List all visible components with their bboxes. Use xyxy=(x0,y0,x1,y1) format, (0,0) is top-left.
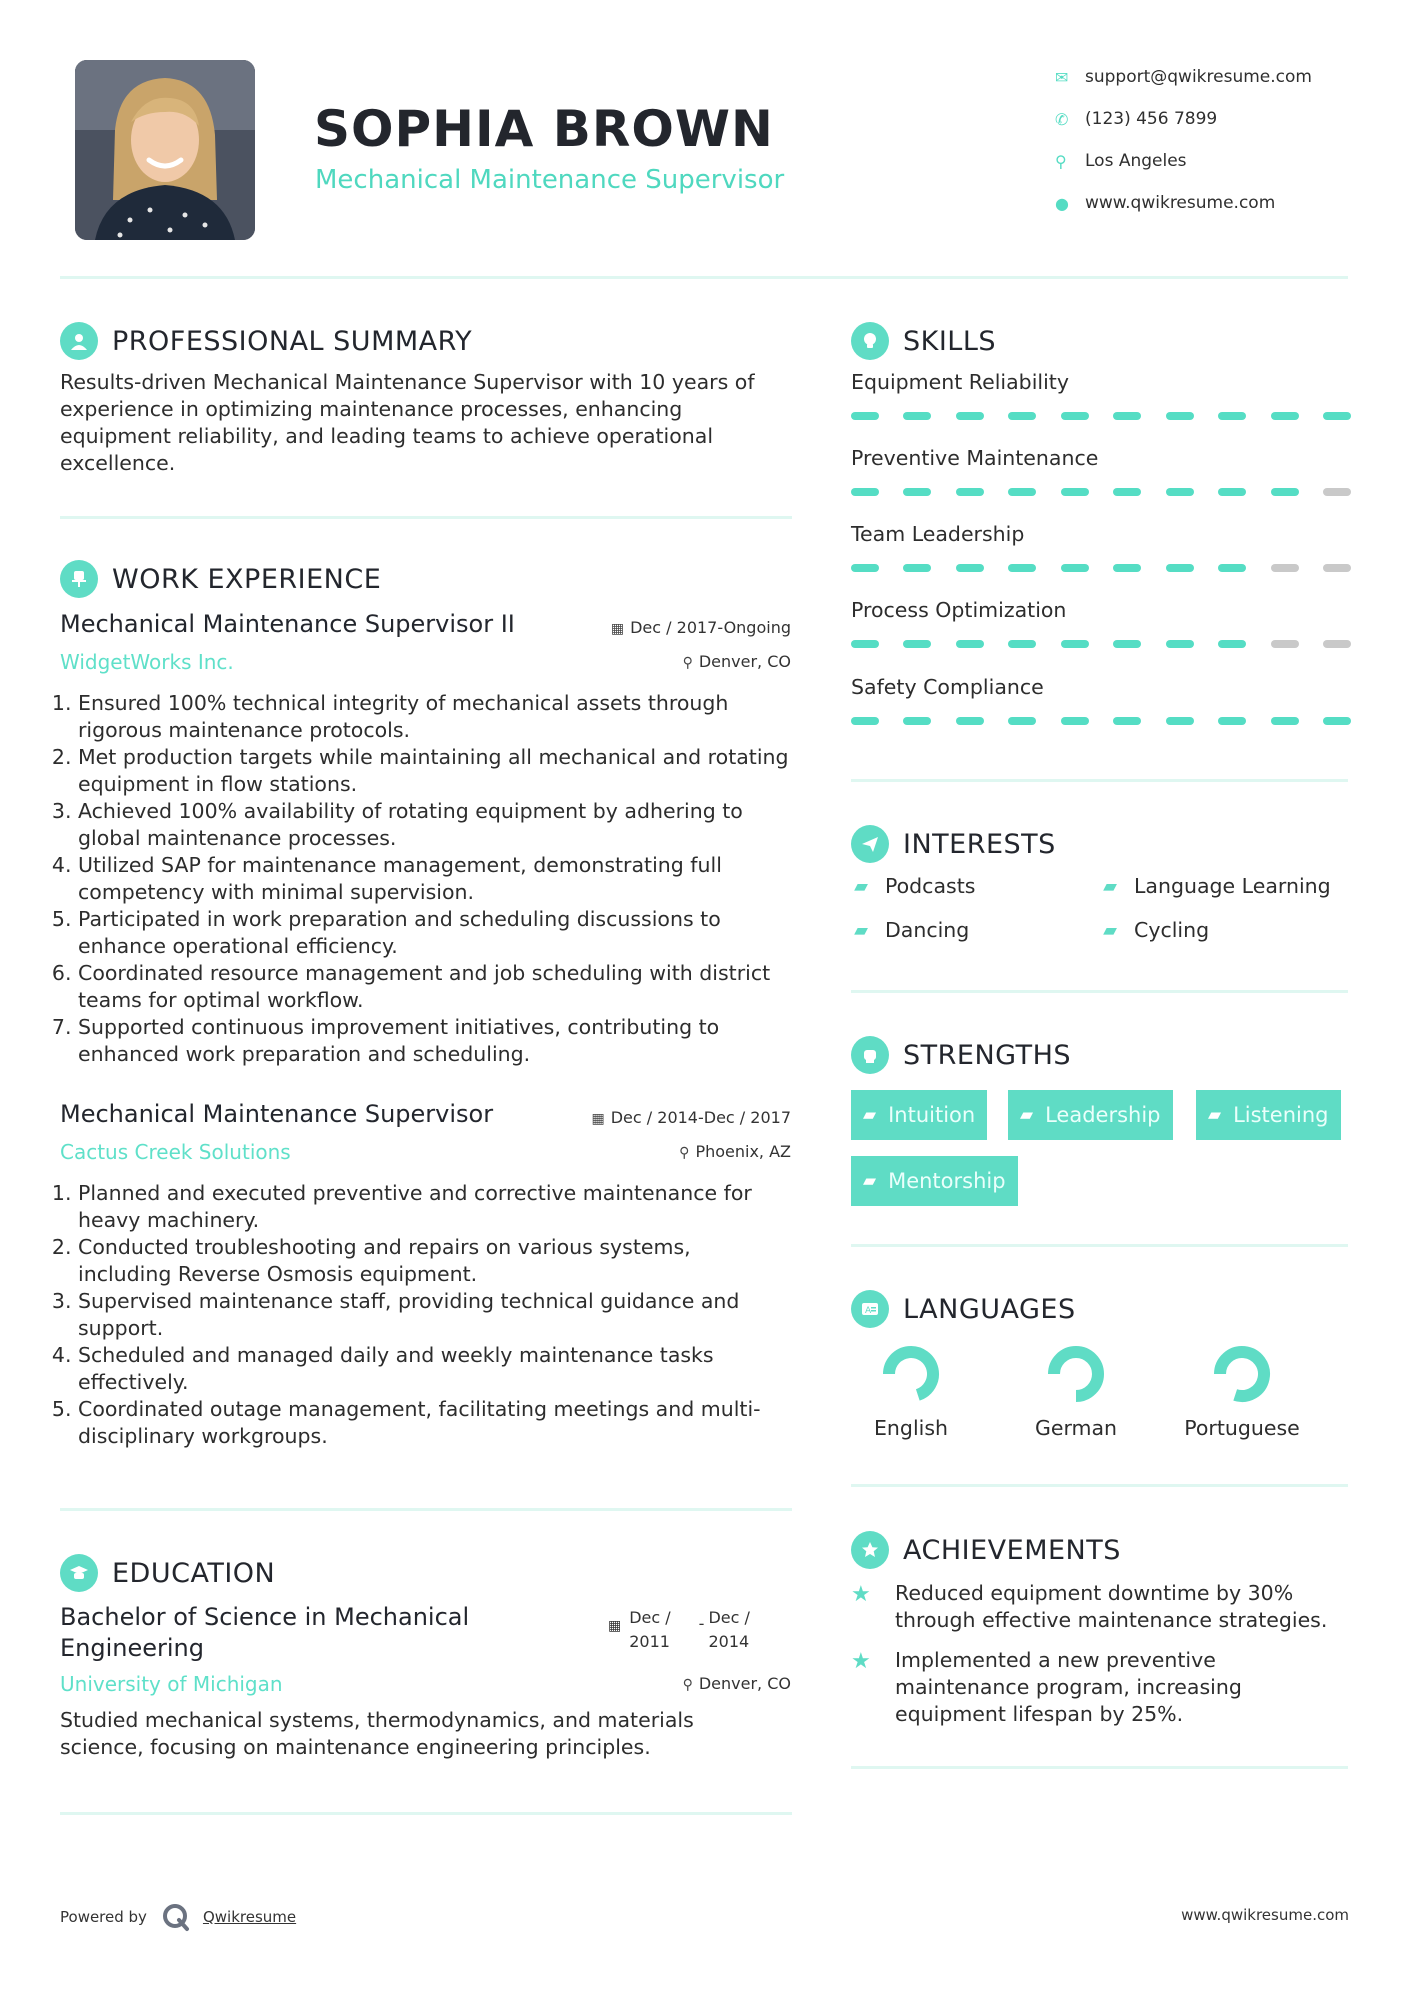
calendar-icon: ▦ xyxy=(591,1111,605,1127)
skill-item xyxy=(851,446,1351,496)
skill-level-segment xyxy=(1166,717,1194,725)
skill-level-segment xyxy=(1061,717,1089,725)
skill-level-segment xyxy=(1008,717,1036,725)
star-icon: ★ xyxy=(851,1649,871,1674)
interest-label: Dancing xyxy=(885,918,970,942)
experience-divider xyxy=(60,1508,792,1511)
language-level-arc xyxy=(889,1352,933,1395)
achievement-item xyxy=(851,1580,1351,1634)
summary-header xyxy=(60,322,472,360)
job-title: Mechanical Maintenance Supervisor xyxy=(60,1100,494,1128)
language-item xyxy=(836,1342,986,1440)
summary-title: PROFESSIONAL SUMMARY xyxy=(112,325,473,357)
skills-divider xyxy=(851,779,1348,782)
skill-name: Safety Compliance xyxy=(851,675,1044,699)
job-location xyxy=(683,652,791,671)
skill-level-segment xyxy=(1113,564,1141,572)
powered-by-label: Powered by xyxy=(60,1908,147,1926)
language-level-arc xyxy=(1220,1352,1264,1396)
skill-level-segment xyxy=(851,717,879,725)
pin-icon: ⚲ xyxy=(682,655,693,671)
education-divider xyxy=(60,1812,792,1815)
skill-level-segment xyxy=(851,488,879,496)
summary-text: Results-driven Mechanical Maintenance Supervisor with 10 years of experience in optimizing maintenance processes, enhancing equipment reliability, and leading teams to achieve operational excellence. xyxy=(60,370,755,475)
skill-level-segment xyxy=(1166,640,1194,648)
skill-name: Process Optimization xyxy=(851,598,1067,622)
skill-level-segment xyxy=(1061,488,1089,496)
school-name: University of Michigan xyxy=(60,1672,283,1696)
education-text: Studied mechanical systems, thermodynamics, and materials science, focusing on maintenance engineering principles. xyxy=(60,1708,694,1759)
job-bullets xyxy=(60,690,790,1068)
list-item: 4. Scheduled and managed daily and weekly maintenance tasks effectively. xyxy=(78,1342,790,1396)
skill-level-segment xyxy=(956,717,984,725)
skill-level-segment xyxy=(903,412,931,420)
globe-icon: ● xyxy=(1055,193,1069,213)
summary-divider xyxy=(60,516,792,519)
skill-level-segment xyxy=(1166,488,1194,496)
education-header xyxy=(60,1554,275,1592)
skill-level-segment xyxy=(956,640,984,648)
language-label: German xyxy=(1034,1416,1118,1440)
book-icon: ▰ xyxy=(854,875,868,897)
language-label: English xyxy=(873,1416,949,1440)
education-start-month: Dec / xyxy=(629,1608,671,1627)
skill-level-segment xyxy=(1008,488,1036,496)
skill-name: Team Leadership xyxy=(851,522,1025,546)
book-icon: ▰ xyxy=(863,1105,877,1125)
calendar-icon: ▦ xyxy=(610,621,625,637)
languages-header xyxy=(851,1290,1076,1328)
list-item: 5. Participated in work preparation and scheduling discussions to enhance operational efficiency. xyxy=(78,906,790,960)
strength-label: Leadership xyxy=(1045,1103,1161,1127)
skill-level-segment xyxy=(1271,717,1299,725)
contact-website[interactable] xyxy=(1055,182,1375,224)
skill-name: Equipment Reliability xyxy=(851,370,1069,394)
strength-chip xyxy=(851,1156,1018,1206)
job-date-text: Dec / 2014-Dec / 2017 xyxy=(610,1108,791,1127)
skill-level-segment xyxy=(1113,717,1141,725)
education-location xyxy=(683,1674,791,1693)
skill-level-segment xyxy=(903,640,931,648)
book-icon: ▰ xyxy=(854,919,868,941)
interest-item xyxy=(851,918,969,942)
job-bullets xyxy=(60,1180,790,1450)
interest-label: Language Learning xyxy=(1134,874,1331,898)
skill-level-segment xyxy=(1061,412,1089,420)
skill-level-bar xyxy=(851,488,1351,496)
skill-level-segment xyxy=(1323,564,1351,572)
pin-icon: ⚲ xyxy=(682,1677,693,1693)
header-divider xyxy=(60,276,1348,279)
skill-level-segment xyxy=(1166,412,1194,420)
interest-label: Cycling xyxy=(1134,918,1210,942)
job-date xyxy=(611,618,791,637)
qwikresume-logo-icon xyxy=(161,1902,191,1932)
skill-level-segment xyxy=(1061,564,1089,572)
skill-level-segment xyxy=(956,412,984,420)
qwikresume-link[interactable]: Qwikresume xyxy=(202,1908,297,1926)
language-level-ring xyxy=(879,1342,943,1406)
skill-level-segment xyxy=(1218,488,1246,496)
list-item: 2. Met production targets while maintaining all mechanical and rotating equipment in flow stations. xyxy=(78,744,790,798)
languages-title: LANGUAGES xyxy=(903,1293,1076,1325)
education-end-month: Dec / xyxy=(708,1608,750,1627)
interest-label: Podcasts xyxy=(885,874,976,898)
strengths-divider xyxy=(851,1244,1348,1247)
contact-phone[interactable] xyxy=(1055,98,1375,140)
experience-title: WORK EXPERIENCE xyxy=(112,563,382,595)
fist-icon xyxy=(851,1036,889,1074)
experience-header xyxy=(60,560,381,598)
list-item: 6. Coordinated resource management and job scheduling with district teams for optimal workflow. xyxy=(78,960,790,1014)
chair-icon xyxy=(60,560,98,598)
education-date-separator: - xyxy=(698,1614,705,1633)
education-start-year: 2011 xyxy=(629,1632,670,1651)
skill-level-bar xyxy=(851,412,1351,420)
education-end xyxy=(708,1606,749,1654)
phone-icon: ✆ xyxy=(1055,109,1069,129)
interests-title: INTERESTS xyxy=(903,828,1056,860)
education-date xyxy=(608,1606,750,1654)
skill-level-segment xyxy=(851,564,879,572)
skill-level-segment xyxy=(851,640,879,648)
mail-icon: ✉ xyxy=(1055,67,1069,87)
skills-title: SKILLS xyxy=(903,325,997,357)
book-icon: ▰ xyxy=(1103,875,1117,897)
achievement-item xyxy=(851,1647,1351,1728)
paper-plane-icon xyxy=(851,825,889,863)
skill-level-segment xyxy=(956,564,984,572)
skill-level-segment xyxy=(1218,717,1246,725)
skill-level-segment xyxy=(1323,488,1351,496)
contact-email-text: support@qwikresume.com xyxy=(1085,67,1312,87)
degree-line: Bachelor of Science in Mechanical xyxy=(60,1603,470,1631)
profile-photo-illustration xyxy=(75,60,255,240)
job-location xyxy=(679,1142,791,1161)
skill-level-segment xyxy=(903,717,931,725)
language-level-ring xyxy=(1044,1342,1108,1406)
strength-label: Mentorship xyxy=(888,1169,1006,1193)
skill-item xyxy=(851,370,1351,420)
skill-level-bar xyxy=(851,564,1351,572)
contact-email[interactable] xyxy=(1055,56,1375,98)
degree-title xyxy=(60,1602,469,1664)
achievements-header xyxy=(851,1531,1121,1569)
skill-level-bar xyxy=(851,717,1351,725)
skill-level-segment xyxy=(1323,412,1351,420)
language-icon xyxy=(851,1290,889,1328)
list-item: 4. Utilized SAP for maintenance management, demonstrating full competency with minimal supervision. xyxy=(78,852,790,906)
contact-list xyxy=(1055,56,1375,224)
language-level-ring xyxy=(1210,1342,1274,1406)
interests-header xyxy=(851,825,1056,863)
language-item xyxy=(1001,1342,1151,1440)
strength-label: Listening xyxy=(1233,1103,1329,1127)
skill-level-segment xyxy=(1271,564,1299,572)
strengths-title: STRENGTHS xyxy=(903,1039,1072,1071)
languages-divider xyxy=(851,1484,1348,1487)
job-location-text: Denver, CO xyxy=(698,652,791,671)
skill-level-segment xyxy=(1008,564,1036,572)
skill-level-segment xyxy=(1323,640,1351,648)
list-item: 3. Achieved 100% availability of rotating equipment by adhering to global maintenance processes. xyxy=(78,798,790,852)
skill-level-segment xyxy=(1271,488,1299,496)
book-icon: ▰ xyxy=(1020,1105,1034,1125)
strength-chip xyxy=(851,1090,987,1140)
job-date xyxy=(592,1108,792,1127)
language-level-arc xyxy=(1054,1352,1098,1396)
skill-level-segment xyxy=(1061,640,1089,648)
skill-level-segment xyxy=(1271,640,1299,648)
job-location-text: Phoenix, AZ xyxy=(695,1142,791,1161)
job-company: WidgetWorks Inc. xyxy=(60,650,234,674)
contact-location xyxy=(1055,140,1375,182)
interests-divider xyxy=(851,990,1348,993)
achievements-divider xyxy=(851,1766,1348,1769)
skill-level-segment xyxy=(1218,412,1246,420)
contact-location-text: Los Angeles xyxy=(1085,151,1187,171)
skill-level-segment xyxy=(1113,488,1141,496)
achievements-title: ACHIEVEMENTS xyxy=(903,1534,1121,1566)
lightbulb-icon xyxy=(851,322,889,360)
skill-level-bar xyxy=(851,640,1351,648)
profile-photo xyxy=(75,60,255,240)
candidate-role: Mechanical Maintenance Supervisor xyxy=(315,165,785,195)
skill-name: Preventive Maintenance xyxy=(851,446,1099,470)
skill-level-segment xyxy=(1271,412,1299,420)
skill-level-segment xyxy=(1113,412,1141,420)
book-icon: ▰ xyxy=(863,1171,877,1191)
contact-phone-text: (123) 456 7899 xyxy=(1085,109,1218,129)
user-icon xyxy=(60,322,98,360)
skill-item xyxy=(851,522,1351,572)
job-company: Cactus Creek Solutions xyxy=(60,1140,291,1164)
list-item: 5. Coordinated outage management, facilitating meetings and multi-disciplinary workgroups. xyxy=(78,1396,790,1450)
contact-website-text: www.qwikresume.com xyxy=(1085,193,1276,213)
skill-item xyxy=(851,675,1351,725)
strength-chip xyxy=(1196,1090,1341,1140)
list-item: 2. Conducted troubleshooting and repairs on various systems, including Reverse Osmosis equipment. xyxy=(78,1234,790,1288)
skill-level-segment xyxy=(903,488,931,496)
list-item: 1. Ensured 100% technical integrity of mechanical assets through rigorous maintenance protocols. xyxy=(78,690,790,744)
interest-item xyxy=(851,874,975,898)
education-end-year: 2014 xyxy=(708,1632,750,1651)
book-icon: ▰ xyxy=(1208,1105,1222,1125)
pin-icon: ⚲ xyxy=(679,1145,690,1161)
skill-level-segment xyxy=(1008,640,1036,648)
skills-header xyxy=(851,322,996,360)
footer-site-link[interactable]: www.qwikresume.com xyxy=(1181,1906,1349,1924)
education-title: EDUCATION xyxy=(112,1557,276,1589)
strengths-header xyxy=(851,1036,1071,1074)
skill-level-segment xyxy=(903,564,931,572)
strength-label: Intuition xyxy=(888,1103,976,1127)
achievement-text: Implemented a new preventive maintenance program, increasing equipment lifespan by 25%. xyxy=(895,1648,1242,1726)
skill-level-segment xyxy=(1166,564,1194,572)
skill-level-segment xyxy=(1323,717,1351,725)
language-item xyxy=(1167,1342,1317,1440)
skill-level-segment xyxy=(1218,640,1246,648)
achievement-text: Reduced equipment downtime by 30% through effective maintenance strategies. xyxy=(895,1581,1328,1632)
footer-powered-by xyxy=(60,1902,296,1932)
skill-level-segment xyxy=(1008,412,1036,420)
interest-item xyxy=(1100,874,1331,898)
list-item: 7. Supported continuous improvement initiatives, contributing to enhanced work preparation and scheduling. xyxy=(78,1014,790,1068)
language-label: Portuguese xyxy=(1184,1416,1300,1440)
skill-item xyxy=(851,598,1351,648)
education-start xyxy=(629,1606,670,1654)
trophy-icon xyxy=(851,1531,889,1569)
location-pin-icon: ⚲ xyxy=(1055,151,1067,171)
graduate-icon xyxy=(60,1554,98,1592)
skill-level-segment xyxy=(1218,564,1246,572)
book-icon: ▰ xyxy=(1103,919,1117,941)
list-item: 1. Planned and executed preventive and corrective maintenance for heavy machinery. xyxy=(78,1180,790,1234)
skill-level-segment xyxy=(956,488,984,496)
strength-chip xyxy=(1008,1090,1173,1140)
job-title: Mechanical Maintenance Supervisor II xyxy=(60,610,515,638)
calendar-icon: ▦ xyxy=(608,1618,622,1634)
skill-level-segment xyxy=(1113,640,1141,648)
list-item: 3. Supervised maintenance staff, providing technical guidance and support. xyxy=(78,1288,790,1342)
education-location-text: Denver, CO xyxy=(698,1674,791,1693)
candidate-name: SOPHIA BROWN xyxy=(314,100,774,158)
star-icon: ★ xyxy=(851,1582,871,1607)
skill-level-segment xyxy=(851,412,879,420)
job-date-text: Dec / 2017-Ongoing xyxy=(630,618,791,637)
svg-text:A: A xyxy=(865,1306,872,1316)
degree-line: Engineering xyxy=(60,1634,204,1662)
interest-item xyxy=(1100,918,1209,942)
